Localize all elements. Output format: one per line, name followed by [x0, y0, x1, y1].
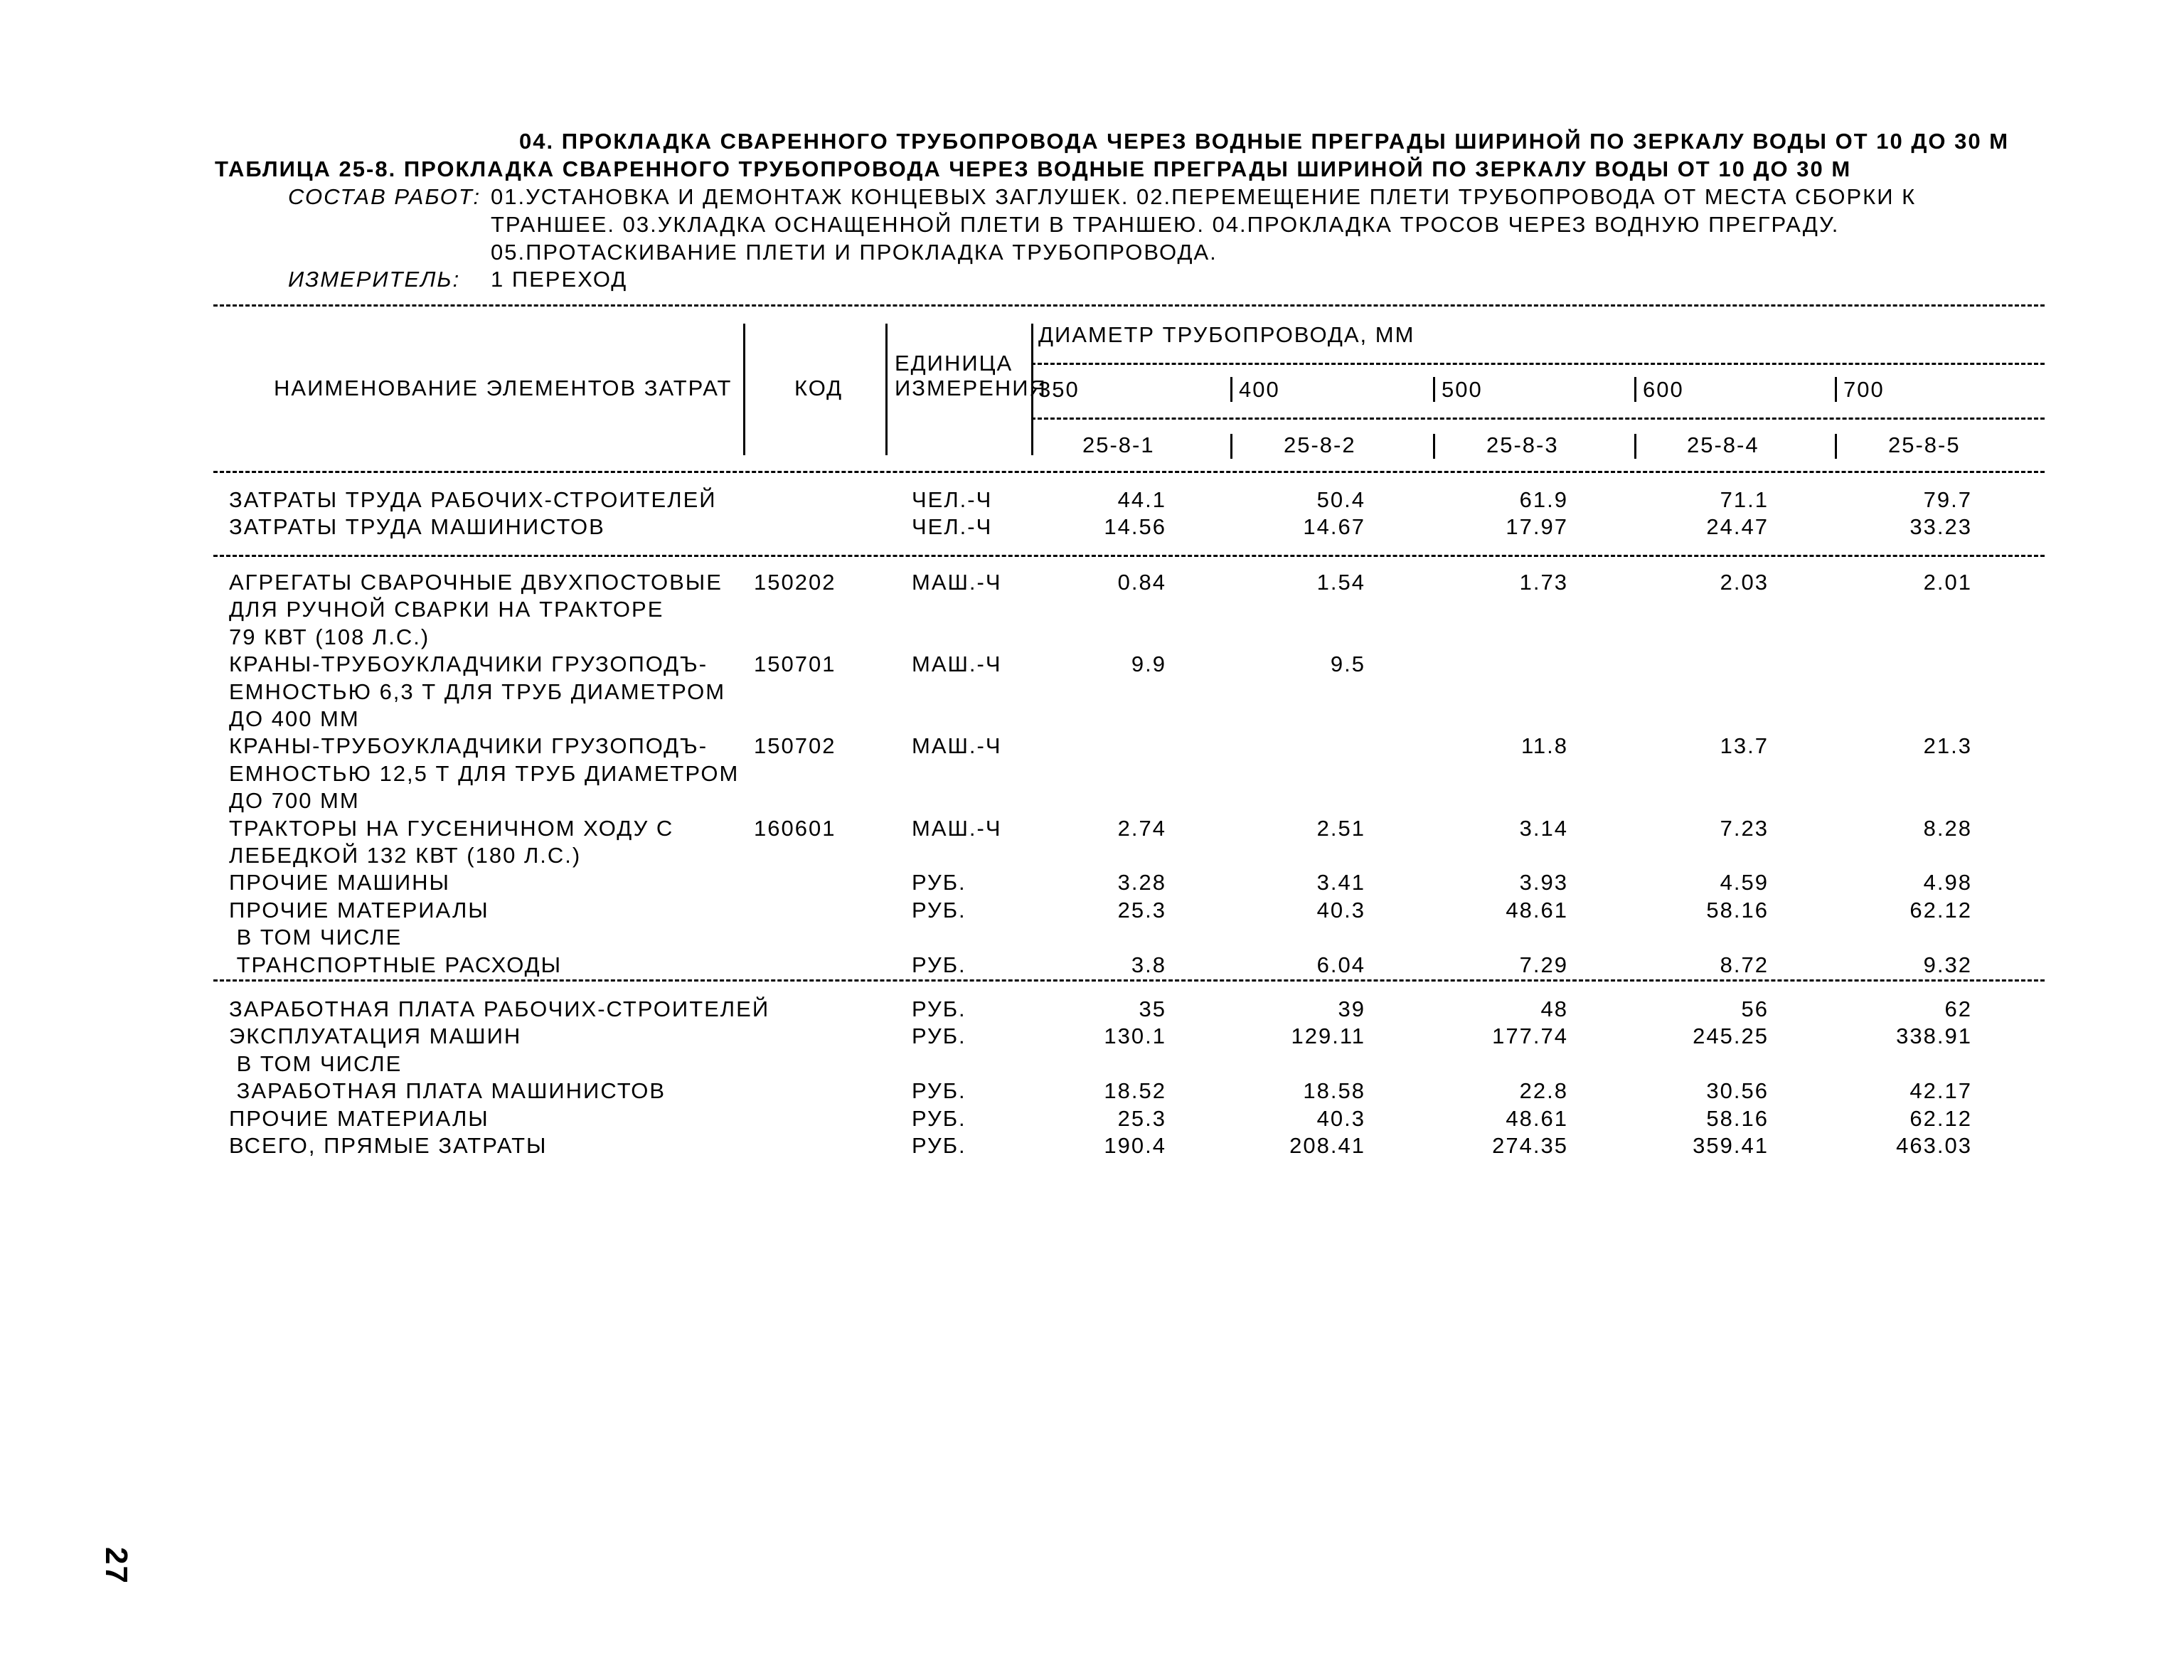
group1-bottom-rule	[213, 555, 2045, 557]
header-divider-10	[1634, 434, 1636, 459]
measure-value: 1 ПЕРЕХОД	[491, 267, 628, 292]
row-name: ТРАНСПОРТНЫЕ РАСХОДЫ	[229, 952, 563, 977]
row-value: 62.12	[1909, 897, 1972, 923]
row-value: 4.59	[1720, 870, 1769, 895]
code-25-8-1: 25-8-1	[1082, 432, 1155, 457]
row-name: ВСЕГО, ПРЯМЫЕ ЗАТРАТЫ	[229, 1133, 548, 1158]
row-code: 150702	[754, 733, 836, 759]
diameter-500: 500	[1442, 377, 1483, 402]
table-title: ТАБЛИЦА 25-8. ПРОКЛАДКА СВАРЕННОГО ТРУБОПРОВОДА ЧЕРЕЗ ВОДНЫЕ ПРЕГРАДЫ ШИРИНОЙ ПО ЗЕРКАЛУ ВОДЫ ОТ 10 ДО 30 М	[215, 156, 1852, 181]
row-value: 3.8	[1131, 952, 1166, 977]
work-line-3: 05.ПРОТАСКИВАНИЕ ПЛЕТИ И ПРОКЛАДКА ТРУБОПРОВОДА.	[491, 240, 1218, 265]
diameter-rule	[1031, 363, 2045, 365]
row-code: 150202	[754, 570, 836, 595]
diameter-400: 400	[1239, 377, 1280, 402]
row-value: 48.61	[1506, 897, 1568, 923]
row-name: ЛЕБЕДКОЙ 132 КВТ (180 Л.С.)	[229, 843, 582, 868]
measure-label: ИЗМЕРИТЕЛЬ:	[288, 267, 461, 292]
row-value: 18.52	[1104, 1078, 1166, 1104]
row-value: 14.67	[1303, 514, 1365, 540]
row-value: 62.12	[1909, 1105, 1972, 1131]
row-value: 3.28	[1117, 870, 1166, 895]
header-diameter: ДИАМЕТР ТРУБОПРОВОДА, ММ	[1038, 322, 1415, 347]
row-value: 3.41	[1316, 870, 1365, 895]
section-title: 04. ПРОКЛАДКА СВАРЕННОГО ТРУБОПРОВОДА ЧЕРЕЗ ВОДНЫЕ ПРЕГРАДЫ ШИРИНОЙ ПО ЗЕРКАЛУ ВОДЫ ОТ 10 ДО 30 М	[519, 129, 2010, 154]
row-value: 61.9	[1519, 487, 1568, 512]
row-value: 130.1	[1104, 1024, 1166, 1049]
row-value: 48	[1540, 996, 1568, 1021]
row-value: 40.3	[1316, 1105, 1365, 1131]
group2-bottom-rule	[213, 979, 2045, 982]
row-value: 7.29	[1519, 952, 1568, 977]
row-value: 79.7	[1923, 487, 1972, 512]
row-value: 359.41	[1693, 1133, 1769, 1158]
row-name: 79 КВТ (108 Л.С.)	[229, 624, 430, 649]
row-value: 9.32	[1923, 952, 1972, 977]
row-name: ЕМНОСТЬЮ 6,3 Т ДЛЯ ТРУБ ДИАМЕТРОМ	[229, 679, 726, 704]
code-25-8-5: 25-8-5	[1888, 432, 1961, 457]
row-unit: РУБ.	[912, 952, 966, 977]
row-value: 25.3	[1117, 897, 1166, 923]
row-value: 463.03	[1896, 1133, 1972, 1158]
row-value: 2.03	[1720, 570, 1769, 595]
row-value: 1.54	[1316, 570, 1365, 595]
diameter-700: 700	[1843, 377, 1885, 402]
row-name: ТРАКТОРЫ НА ГУСЕНИЧНОМ ХОДУ С	[229, 815, 674, 841]
row-value: 3.14	[1519, 815, 1568, 841]
code-25-8-4: 25-8-4	[1687, 432, 1759, 457]
row-unit: МАШ.-Ч	[912, 570, 1002, 595]
row-value: 177.74	[1492, 1024, 1568, 1049]
row-value: 62	[1944, 996, 1972, 1021]
row-name: ЗАРАБОТНАЯ ПЛАТА РАБОЧИХ-СТРОИТЕЛЕЙ	[229, 996, 770, 1021]
diameter-600: 600	[1643, 377, 1684, 402]
row-value: 35	[1139, 996, 1166, 1021]
row-value: 4.98	[1923, 870, 1972, 895]
row-value: 245.25	[1693, 1024, 1769, 1049]
row-value: 56	[1741, 996, 1769, 1021]
row-value: 1.73	[1519, 570, 1568, 595]
row-name: ДО 700 ММ	[229, 788, 360, 814]
row-unit: МАШ.-Ч	[912, 815, 1002, 841]
row-value: 18.58	[1303, 1078, 1365, 1104]
row-value: 50.4	[1316, 487, 1365, 512]
row-name: ПРОЧИЕ МАШИНЫ	[229, 870, 450, 895]
diameters-rule	[1031, 418, 2045, 420]
header-name: НАИМЕНОВАНИЕ ЭЛЕМЕНТОВ ЗАТРАТ	[274, 376, 733, 400]
code-25-8-2: 25-8-2	[1284, 432, 1356, 457]
row-value: 208.41	[1289, 1133, 1365, 1158]
row-name: ПРОЧИЕ МАТЕРИАЛЫ	[229, 1105, 489, 1131]
row-value: 39	[1338, 996, 1365, 1021]
row-value: 7.23	[1720, 815, 1769, 841]
row-value: 6.04	[1316, 952, 1365, 977]
row-name: КРАНЫ-ТРУБОУКЛАДЧИКИ ГРУЗОПОДЪ-	[229, 652, 708, 677]
row-name: В ТОМ ЧИСЛЕ	[229, 1051, 403, 1076]
header-code: КОД	[794, 376, 843, 400]
row-value: 71.1	[1720, 487, 1769, 512]
header-unit-2: ИЗМЕРЕНИЯ	[895, 376, 1047, 400]
row-value: 3.93	[1519, 870, 1568, 895]
row-unit: РУБ.	[912, 870, 966, 895]
row-unit: МАШ.-Ч	[912, 652, 1002, 677]
row-name: ЗАТРАТЫ ТРУДА РАБОЧИХ-СТРОИТЕЛЕЙ	[229, 487, 717, 512]
row-unit: РУБ.	[912, 1078, 966, 1104]
row-unit: РУБ.	[912, 1133, 966, 1158]
row-name: ЗАТРАТЫ ТРУДА МАШИНИСТОВ	[229, 514, 605, 540]
row-value: 17.97	[1506, 514, 1568, 540]
row-value: 48.61	[1506, 1105, 1568, 1131]
row-name: В ТОМ ЧИСЛЕ	[229, 925, 403, 950]
row-value: 129.11	[1291, 1024, 1365, 1049]
row-value: 42.17	[1909, 1078, 1972, 1104]
row-value: 2.51	[1316, 815, 1365, 841]
header-divider-4	[1230, 377, 1232, 402]
row-value: 2.01	[1923, 570, 1972, 595]
row-unit: РУБ.	[912, 1105, 966, 1131]
row-value: 274.35	[1492, 1133, 1568, 1158]
row-name: ЕМНОСТЬЮ 12,5 Т ДЛЯ ТРУБ ДИАМЕТРОМ	[229, 760, 740, 786]
work-line-2: ТРАНШЕЕ. 03.УКЛАДКА ОСНАЩЕННОЙ ПЛЕТИ В ТРАНШЕЮ. 04.ПРОКЛАДКА ТРОСОВ ЧЕРЕЗ ВОДНУЮ ПРЕГРАДУ.	[491, 212, 1840, 237]
work-line-1: 01.УСТАНОВКА И ДЕМОНТАЖ КОНЦЕВЫХ ЗАГЛУШЕК. 02.ПЕРЕМЕЩЕНИЕ ПЛЕТИ ТРУБОПРОВОДА ОТ МЕСТА СБОРКИ К	[491, 184, 1917, 209]
row-unit: РУБ.	[912, 996, 966, 1021]
row-name: ДО 400 ММ	[229, 706, 360, 731]
row-value: 14.56	[1104, 514, 1166, 540]
row-unit: ЧЕЛ.-Ч	[912, 514, 993, 540]
row-unit: РУБ.	[912, 897, 966, 923]
row-code: 160601	[754, 815, 836, 841]
header-divider-2	[885, 324, 888, 455]
row-value: 338.91	[1896, 1024, 1972, 1049]
row-value: 24.47	[1706, 514, 1769, 540]
row-value: 22.8	[1519, 1078, 1568, 1104]
header-unit-1: ЕДИНИЦА	[895, 351, 1013, 376]
row-value: 58.16	[1706, 1105, 1769, 1131]
code-25-8-3: 25-8-3	[1486, 432, 1559, 457]
row-unit: РУБ.	[912, 1024, 966, 1049]
row-value: 8.28	[1923, 815, 1972, 841]
row-value: 0.84	[1117, 570, 1166, 595]
row-value: 9.9	[1131, 652, 1166, 677]
row-value: 9.5	[1330, 652, 1365, 677]
header-divider-6	[1634, 377, 1636, 402]
row-value: 30.56	[1706, 1078, 1769, 1104]
row-value: 58.16	[1706, 897, 1769, 923]
row-value: 25.3	[1117, 1105, 1166, 1131]
row-code: 150701	[754, 652, 836, 677]
header-divider-1	[743, 324, 745, 455]
row-name: ЗАРАБОТНАЯ ПЛАТА МАШИНИСТОВ	[229, 1078, 666, 1104]
header-divider-9	[1433, 434, 1435, 459]
header-bottom-rule	[213, 471, 2045, 473]
page-number: 27	[99, 1547, 134, 1585]
header-divider-11	[1835, 434, 1837, 459]
row-name: АГРЕГАТЫ СВАРОЧНЫЕ ДВУХПОСТОВЫЕ	[229, 570, 723, 595]
row-value: 40.3	[1316, 897, 1365, 923]
table-top-rule	[213, 304, 2045, 307]
header-divider-8	[1230, 434, 1232, 459]
work-label: СОСТАВ РАБОТ:	[288, 184, 481, 209]
row-value: 33.23	[1909, 514, 1972, 540]
row-unit: ЧЕЛ.-Ч	[912, 487, 993, 512]
row-name: ДЛЯ РУЧНОЙ СВАРКИ НА ТРАКТОРЕ	[229, 597, 664, 622]
row-name: ЭКСПЛУАТАЦИЯ МАШИН	[229, 1024, 522, 1049]
header-divider-7	[1835, 377, 1837, 402]
row-value: 44.1	[1117, 487, 1166, 512]
diameter-350: 350	[1038, 377, 1080, 402]
row-value: 190.4	[1104, 1133, 1166, 1158]
row-value: 13.7	[1720, 733, 1769, 759]
row-name: ПРОЧИЕ МАТЕРИАЛЫ	[229, 897, 489, 923]
row-value: 8.72	[1720, 952, 1769, 977]
row-unit: МАШ.-Ч	[912, 733, 1002, 759]
row-value: 2.74	[1117, 815, 1166, 841]
row-value: 21.3	[1923, 733, 1972, 759]
row-value: 11.8	[1520, 733, 1568, 759]
row-name: КРАНЫ-ТРУБОУКЛАДЧИКИ ГРУЗОПОДЪ-	[229, 733, 708, 759]
header-divider-5	[1433, 377, 1435, 402]
